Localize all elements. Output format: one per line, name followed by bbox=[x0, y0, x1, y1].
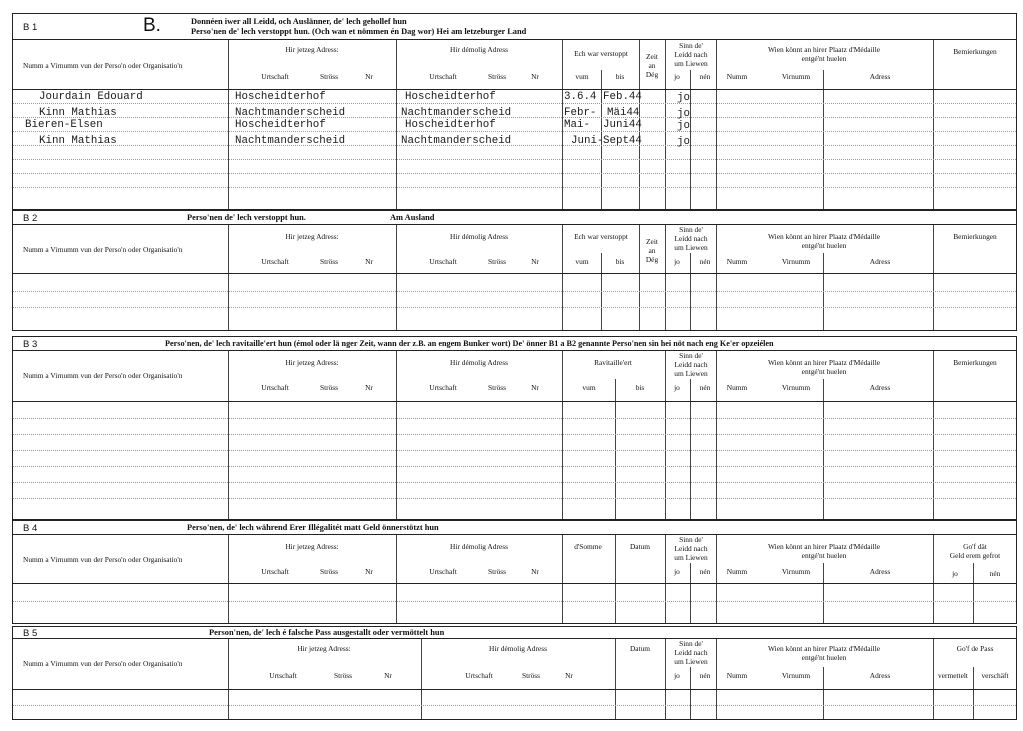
col-remarks-header: Bemierkungen bbox=[953, 47, 997, 56]
b1-row3-to: Juni44 bbox=[603, 119, 642, 131]
b2-col-hidden-header: Ech war verstoppt bbox=[574, 232, 628, 241]
col-medal-name-header: Numm bbox=[726, 72, 748, 81]
section-b4 bbox=[12, 520, 1017, 624]
b1-row4-current: Nachtmanderscheid bbox=[235, 135, 346, 147]
b4-col-sinn-header-2: Leidd nach bbox=[674, 544, 708, 553]
b1-row3-from: Mai- bbox=[564, 119, 590, 131]
b2-col-medal-header-2: entgé'nt huelen bbox=[801, 241, 847, 250]
col-no-header: nén bbox=[699, 72, 711, 81]
b4-col-old-nr-header: Nr bbox=[531, 567, 539, 576]
form-letter: B. bbox=[143, 15, 161, 36]
b5-col-sinn-header-2: Leidd nach bbox=[674, 648, 708, 657]
col-nr-header: Nr bbox=[365, 72, 373, 81]
b1-row2-name: Kinn Mathias bbox=[39, 107, 117, 119]
section-b2-title: Perso'nen de' lech verstoppt hun. bbox=[187, 213, 306, 222]
b2-col-time-header-2: an bbox=[648, 246, 656, 255]
b1-row3-current: Hoscheidterhof bbox=[235, 119, 326, 131]
section-b2-header-bar bbox=[13, 211, 1016, 225]
b4-col-current-address-header: Hir jetzeg Adress: bbox=[285, 542, 339, 551]
b3-col-current-address-header: Hir jetzeg Adress: bbox=[285, 358, 339, 367]
b5-col-medal-header-2: entgé'nt huelen bbox=[801, 653, 847, 662]
b3-col-ravitailled-header: Ravitaille'ert bbox=[594, 358, 632, 367]
b4-col-sinn-header-3: um Liewen bbox=[674, 553, 708, 562]
section-b5-header-bar bbox=[13, 627, 1016, 639]
b1-row4-old: Nachtmanderscheid bbox=[401, 135, 512, 147]
b3-col-sinn-header-2: Leidd nach bbox=[674, 360, 708, 369]
col-time-header-1: Zeit bbox=[646, 52, 658, 61]
b5-col-medal-header-1: Wien könnt an hirer Plaatz d'Médaille bbox=[767, 644, 881, 653]
b2-col-medal-name-header: Numm bbox=[726, 257, 748, 266]
b4-col-old-street-header: Ströss bbox=[487, 567, 507, 576]
b3-col-old-place-header: Urtschaft bbox=[429, 383, 457, 392]
section-b3-title: Perso'nen, de' lech ravitaille'ert hun (émol oder lä nger Zeit, wann der z.B. an engem Bunker wort) De' önner B1 a B2 genannte Perso'nen sin hei nöt nach eng Ke'er opzeiélen bbox=[165, 339, 774, 348]
b2-col-sinn-header-2: Leidd nach bbox=[674, 234, 708, 243]
b2-col-sinn-header-1: Sinn de' bbox=[679, 225, 703, 234]
b5-col-old-nr-header: Nr bbox=[565, 671, 573, 680]
b5-col-pass-header: Go'f de Pass bbox=[956, 644, 994, 653]
b3-col-place-header: Urtschaft bbox=[261, 383, 289, 392]
b2-col-sinn-header-3: um Liewen bbox=[674, 243, 708, 252]
b1-row3-name: Bieren-Elsen bbox=[25, 119, 103, 131]
b4-col-old-address-header: Hir démolig Adress bbox=[450, 542, 508, 551]
b2-col-medal-header-1: Wien könnt an hirer Plaatz d'Médaille bbox=[767, 232, 881, 241]
col-medal-firstname-header: Virnumm bbox=[781, 72, 811, 81]
b5-col-made-header: verschäft bbox=[981, 671, 1009, 680]
b3-col-street-header: Ströss bbox=[319, 383, 339, 392]
b2-col-medal-address-header: Adress bbox=[869, 257, 891, 266]
col-street-header: Ströss bbox=[319, 72, 339, 81]
b3-col-nr-header: Nr bbox=[365, 383, 373, 392]
b3-col-from-header: vum bbox=[582, 383, 596, 392]
col-sinn-header-2: Leidd nach bbox=[674, 50, 708, 59]
b3-col-medal-name-header: Numm bbox=[726, 383, 748, 392]
col-sinn-header-3: um Liewen bbox=[674, 59, 708, 68]
b1-row2-current: Nachtmanderscheid bbox=[235, 107, 346, 119]
b4-col-street-header: Ströss bbox=[319, 567, 339, 576]
b5-col-date-header: Datum bbox=[629, 644, 651, 653]
b1-row1-yes: jo bbox=[677, 92, 690, 104]
b4-col-money-header-2: Geld erem gefrot bbox=[949, 551, 1001, 560]
section-b4-title: Perso'nen, de' lech während Erer Illégalitét matt Geld önnerstötzt hun bbox=[187, 523, 439, 532]
b2-col-nr-header: Nr bbox=[365, 257, 373, 266]
b2-col-remarks-header: Bemierkungen bbox=[953, 232, 997, 241]
b5-col-old-place-header: Urtschaft bbox=[465, 671, 493, 680]
b3-col-medal-header-2: entgé'nt huelen bbox=[801, 367, 847, 376]
b2-col-street-header: Ströss bbox=[319, 257, 339, 266]
b5-col-medal-address-header: Adress bbox=[869, 671, 891, 680]
section-b2-place: Am Ausland bbox=[390, 213, 435, 222]
b2-col-name-header: Numm a Virnumm vun der Perso'n oder Organisatio'n bbox=[23, 245, 183, 254]
b2-col-old-street-header: Ströss bbox=[487, 257, 507, 266]
section-b1-title-line1: Donnéen iwer all Leidd, och Auslänner, de' lech gehollef hun bbox=[191, 17, 407, 26]
section-b2-id: B 2 bbox=[23, 213, 38, 224]
b2-col-time-header-1: Zeit bbox=[646, 237, 658, 246]
b2-col-place-header: Urtschaft bbox=[261, 257, 289, 266]
b4-col-name-header: Numm a Virnumm vun der Perso'n oder Organisatio'n bbox=[23, 555, 183, 564]
b4-col-money-no-header: nén bbox=[989, 569, 1001, 578]
b4-col-no-header: nén bbox=[699, 567, 711, 576]
b1-row4-to: Sept44 bbox=[603, 135, 642, 147]
b4-col-medal-header-1: Wien könnt an hirer Plaatz d'Médaille bbox=[767, 542, 881, 551]
b1-row4-from: Juni- bbox=[571, 135, 604, 147]
b5-col-yes-header: jo bbox=[674, 671, 680, 680]
b5-col-medal-firstname-header: Virnumm bbox=[781, 671, 811, 680]
section-b3-id: B 3 bbox=[23, 339, 38, 350]
col-medal-header-2: entgé'nt huelen bbox=[801, 54, 847, 63]
col-time-header-2: an bbox=[648, 61, 656, 70]
b5-col-sinn-header-1: Sinn de' bbox=[679, 639, 703, 648]
b4-col-yes-header: jo bbox=[674, 567, 680, 576]
col-old-street-header: Ströss bbox=[487, 72, 507, 81]
section-b5 bbox=[12, 626, 1017, 720]
b5-col-no-header: nén bbox=[699, 671, 711, 680]
b3-col-old-street-header: Ströss bbox=[487, 383, 507, 392]
section-b3 bbox=[12, 336, 1017, 520]
b4-col-date-header: Datum bbox=[629, 542, 651, 551]
b4-col-medal-firstname-header: Virnumm bbox=[781, 567, 811, 576]
col-medal-address-header: Adress bbox=[869, 72, 891, 81]
b1-row1-from: 3.6.4 bbox=[564, 91, 597, 103]
b5-col-place-header: Urtschaft bbox=[269, 671, 297, 680]
b3-col-no-header: nén bbox=[699, 383, 711, 392]
b1-row3-yes: jo bbox=[677, 120, 690, 132]
b4-col-sinn-header-1: Sinn de' bbox=[679, 535, 703, 544]
section-b1-title-line2: Perso'nen de' lech verstoppt hun. (Och wan et nömmen én Dag wor) Hei am letzeburger Land bbox=[191, 27, 527, 36]
b3-col-medal-firstname-header: Virnumm bbox=[781, 383, 811, 392]
b1-row1-to: Feb.44 bbox=[603, 91, 642, 103]
b4-col-money-yes-header: jo bbox=[952, 569, 958, 578]
b1-row2-from: Febr- bbox=[564, 107, 597, 119]
col-hidden-header: Ech war verstoppt bbox=[574, 49, 628, 58]
b2-col-no-header: nén bbox=[699, 257, 711, 266]
col-from-header: vum bbox=[575, 72, 589, 81]
b1-row4-name: Kinn Mathias bbox=[39, 135, 117, 147]
col-name-header: Numm a Virnumm vun der Perso'n oder Organisatio'n bbox=[23, 61, 183, 70]
b4-col-nr-header: Nr bbox=[365, 567, 373, 576]
b1-row2-yes: jo bbox=[677, 108, 690, 120]
b3-col-remarks-header: Bemierkungen bbox=[953, 358, 997, 367]
b2-col-old-nr-header: Nr bbox=[531, 257, 539, 266]
section-b1-id: B 1 bbox=[23, 22, 38, 33]
col-yes-header: jo bbox=[674, 72, 680, 81]
b4-col-sum-header: d'Somme bbox=[574, 542, 602, 551]
b1-row4-yes: jo bbox=[677, 136, 690, 148]
section-b5-title: Person'nen, de' lech é falsche Pass ausgestallt oder vermöttelt hun bbox=[209, 628, 445, 637]
section-b5-id: B 5 bbox=[23, 628, 38, 639]
b1-row1-name: Jourdain Edouard bbox=[39, 91, 143, 103]
col-to-header: bis bbox=[615, 72, 625, 81]
b5-col-current-address-header: Hir jetzeg Adress: bbox=[297, 644, 351, 653]
b3-col-medal-address-header: Adress bbox=[869, 383, 891, 392]
b5-col-nr-header: Nr bbox=[384, 671, 392, 680]
b2-col-medal-firstname-header: Virnumm bbox=[781, 257, 811, 266]
b5-col-old-street-header: Ströss bbox=[521, 671, 541, 680]
section-b4-id: B 4 bbox=[23, 523, 38, 534]
b5-col-name-header: Numm a Virnumm vun der Perso'n oder Organisatio'n bbox=[23, 659, 183, 668]
b2-col-to-header: bis bbox=[615, 257, 625, 266]
col-place-header: Urtschaft bbox=[261, 72, 289, 81]
b1-row1-old: Hoscheidterhof bbox=[405, 91, 496, 103]
b4-col-place-header: Urtschaft bbox=[261, 567, 289, 576]
b4-col-medal-name-header: Numm bbox=[726, 567, 748, 576]
b5-col-mediated-header: vermettelt bbox=[938, 671, 968, 680]
b5-col-medal-name-header: Numm bbox=[726, 671, 748, 680]
b3-col-old-address-header: Hir démolig Adress bbox=[450, 358, 508, 367]
b3-col-name-header: Numm a Virnumm vun der Perso'n oder Organisatio'n bbox=[23, 371, 183, 380]
section-b4-header-bar bbox=[13, 521, 1016, 535]
b2-col-time-header-3: Dég bbox=[645, 255, 659, 264]
b3-col-old-nr-header: Nr bbox=[531, 383, 539, 392]
b3-col-sinn-header-3: um Liewen bbox=[674, 369, 708, 378]
b1-row2-old: Nachtmanderscheid bbox=[401, 107, 512, 119]
b4-col-medal-header-2: entgé'nt huelen bbox=[801, 551, 847, 560]
b1-row1-current: Hoscheidterhof bbox=[235, 91, 326, 103]
b3-col-yes-header: jo bbox=[674, 383, 680, 392]
b5-col-street-header: Ströss bbox=[333, 671, 353, 680]
b3-col-sinn-header-1: Sinn de' bbox=[679, 351, 703, 360]
col-old-nr-header: Nr bbox=[531, 72, 539, 81]
col-time-header-3: Dég bbox=[645, 70, 659, 79]
b3-col-medal-header-1: Wien könnt an hirer Plaatz d'Médaille bbox=[767, 358, 881, 367]
b2-col-old-place-header: Urtschaft bbox=[429, 257, 457, 266]
b4-col-old-place-header: Urtschaft bbox=[429, 567, 457, 576]
b2-col-yes-header: jo bbox=[674, 257, 680, 266]
b2-col-old-address-header: Hir démolig Adress bbox=[450, 232, 508, 241]
section-b2 bbox=[12, 210, 1017, 331]
col-old-address-header: Hir démolig Adress bbox=[450, 45, 508, 54]
b4-col-money-header-1: Go'f dät bbox=[963, 542, 987, 551]
col-medal-header-1: Wien könnt an hirer Plaatz d'Médaille bbox=[767, 45, 881, 54]
b1-row3-old: Hoscheidterhof bbox=[405, 119, 496, 131]
col-current-address-header: Hir jetzeg Adress: bbox=[285, 45, 339, 54]
b5-col-sinn-header-3: um Liewen bbox=[674, 657, 708, 666]
b3-col-to-header: bis bbox=[635, 383, 645, 392]
b2-col-from-header: vum bbox=[575, 257, 589, 266]
section-b1 bbox=[12, 13, 1017, 210]
b2-col-current-address-header: Hir jetzeg Adress: bbox=[285, 232, 339, 241]
col-sinn-header-1: Sinn de' bbox=[679, 41, 703, 50]
b1-row2-to: Mäi44 bbox=[607, 107, 640, 119]
b4-col-medal-address-header: Adress bbox=[869, 567, 891, 576]
col-old-place-header: Urtschaft bbox=[429, 72, 457, 81]
b5-col-old-address-header: Hir démolig Adress bbox=[489, 644, 547, 653]
